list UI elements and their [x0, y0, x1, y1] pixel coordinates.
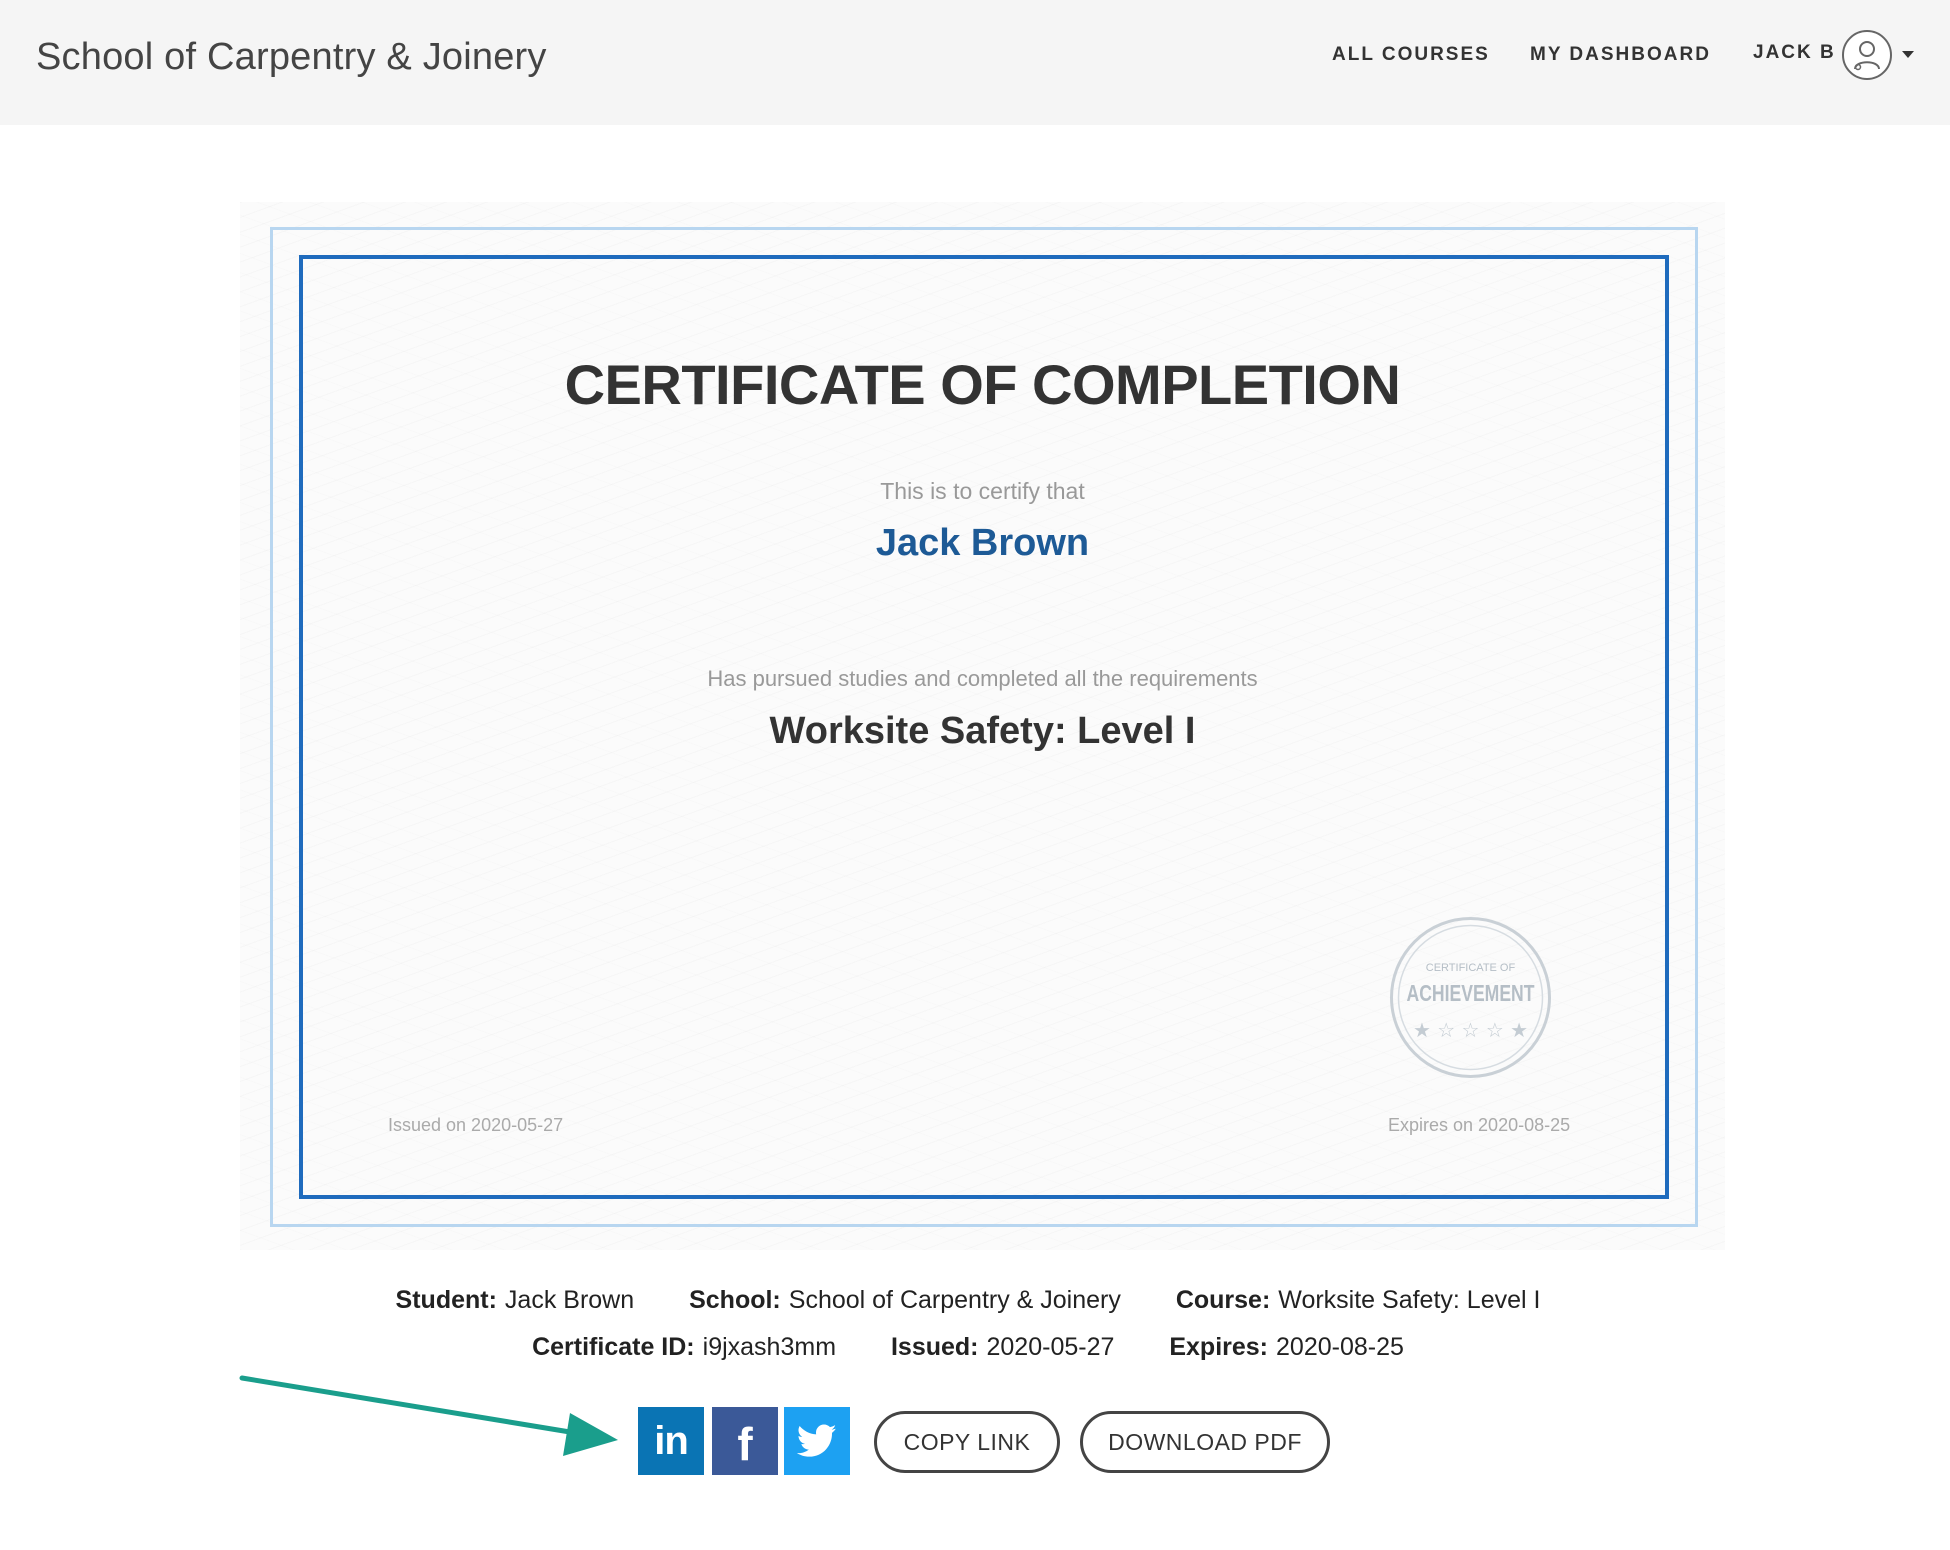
annotation-arrow-icon: [236, 1370, 636, 1470]
nav-user-name[interactable]: JACK B: [1753, 42, 1836, 63]
certificate-details-row-1: [0, 1286, 1943, 1315]
detail-expires: [1169, 1333, 1404, 1362]
detail-label: Course:: [1175, 1286, 1271, 1314]
achievement-seal-icon: [1388, 915, 1553, 1080]
chevron-down-icon[interactable]: [1902, 51, 1914, 58]
detail-label: Certificate ID:: [532, 1333, 695, 1361]
detail-value: School of Carpentry & Joinery: [788, 1286, 1121, 1314]
seal-main-text: ACHIEVEMENT: [1406, 980, 1535, 1006]
svg-text:★ ☆ ☆ ☆ ★: ★ ☆ ☆ ☆ ★: [1412, 1018, 1529, 1042]
detail-value: 2020-08-25: [1276, 1333, 1404, 1361]
detail-school: [689, 1286, 1121, 1315]
person-icon: [1844, 32, 1890, 78]
nav-all-courses[interactable]: ALL COURSES: [1332, 44, 1490, 65]
download-pdf-button[interactable]: DOWNLOAD PDF: [1080, 1411, 1330, 1473]
detail-value: i9jxash3mm: [702, 1333, 837, 1361]
detail-label: Student:: [395, 1286, 497, 1314]
pursued-text: Has pursued studies and completed all the requirements: [707, 666, 1258, 691]
detail-label: School:: [689, 1286, 781, 1314]
copy-link-button[interactable]: COPY LINK: [874, 1411, 1060, 1473]
certificate-title: CERTIFICATE OF COMPLETION: [564, 353, 1401, 416]
detail-certificate-id: [532, 1333, 836, 1362]
detail-label: Expires:: [1169, 1333, 1269, 1361]
detail-course: [1176, 1286, 1541, 1315]
detail-student: [396, 1286, 635, 1315]
detail-value: Jack Brown: [504, 1286, 635, 1314]
share-twitter-button[interactable]: [784, 1407, 850, 1475]
certificate-course-name: Worksite Safety: Level I: [769, 710, 1196, 752]
detail-issued: [891, 1333, 1114, 1362]
linkedin-icon: in: [654, 1418, 688, 1463]
certificate-issued-date: Issued on 2020-05-27: [388, 1115, 564, 1135]
top-navbar: [0, 0, 1950, 125]
certify-text: This is to certify that: [880, 478, 1085, 504]
detail-value: Worksite Safety: Level I: [1278, 1286, 1541, 1314]
certificate-details-row-2: [0, 1333, 1943, 1362]
seal-top-text: CERTIFICATE OF: [1425, 962, 1516, 974]
detail-value: 2020-05-27: [986, 1333, 1115, 1361]
certificate-expires-date: Expires on 2020-08-25: [1388, 1115, 1571, 1135]
share-facebook-button[interactable]: [712, 1407, 778, 1475]
school-name[interactable]: School of Carpentry & Joinery: [36, 36, 547, 78]
detail-label: Issued:: [890, 1333, 979, 1361]
certificate-preview: [240, 202, 1725, 1250]
twitter-icon: [797, 1424, 837, 1458]
facebook-icon: f: [737, 1418, 753, 1470]
share-linkedin-button[interactable]: [638, 1407, 704, 1475]
user-avatar-icon[interactable]: [1842, 30, 1892, 80]
nav-my-dashboard[interactable]: MY DASHBOARD: [1530, 44, 1711, 65]
certificate-student-name: Jack Brown: [875, 522, 1090, 564]
